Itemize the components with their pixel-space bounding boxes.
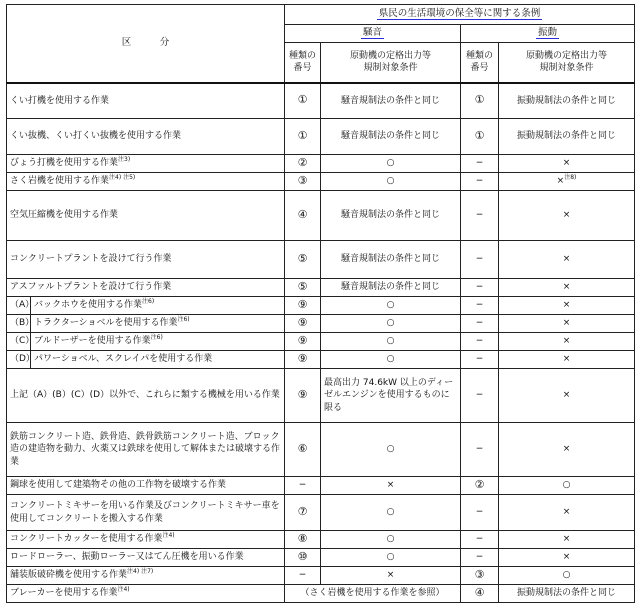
noise-type-no: − [285,477,321,495]
table-row [7,477,635,495]
table-row [7,531,635,549]
noise-type-no: ② [285,155,321,173]
vibration-type-no: − [461,531,499,549]
row-label: （B） [7,315,31,333]
table-row [7,279,635,297]
vibration-condition: 振動規制法の条件と同じ [499,585,635,603]
table-row [7,297,635,315]
noise-condition: × [321,567,461,585]
vibration-condition: × [499,155,635,173]
vibration-type-no: − [461,351,499,369]
noise-type-no: ① [285,83,321,119]
row-label: （D） [7,351,31,369]
vibration-type-no: ① [461,83,499,119]
vibration-type-no: − [461,279,499,297]
noise-type-no: ⑨ [285,369,321,423]
vibration-type-no: ④ [461,585,499,603]
work-cell: 上記（A）(B）(C）(D）以外で、これらに類する機械を用いる作業 [7,369,285,423]
vibration-type-no: − [461,173,499,191]
noise-type-no: − [285,567,321,585]
work-cell: びょう打機を使用する作業$^{注3)}$ [7,155,285,173]
table-row [7,315,635,333]
table-row [7,173,635,191]
table-row [7,119,635,155]
vibration-condition: × [499,351,635,369]
work-cell: トラクターショベルを使用する作業$^{注6)}$ [31,315,285,333]
category-header: 区 分 [7,5,285,83]
vibration-type-no: − [461,155,499,173]
work-cell: パワーショベル、スクレイパを使用する作業 [31,351,285,369]
vibration-condition: × [499,315,635,333]
regulation-table [6,4,635,603]
noise-condition: ○ [321,155,461,173]
noise-type-no: ⑥ [285,423,321,477]
noise-type-no: ① [285,119,321,155]
noise-type-no: ⑨ [285,315,321,333]
vibration-type-no: ③ [461,567,499,585]
table-row [7,83,635,119]
noise-condition: 騒音規制法の条件と同じ [321,83,461,119]
noise-type-no: ④ [285,191,321,241]
noise-type-no: ③ [285,173,321,191]
noise-condition: ○ [321,173,461,191]
noise-condition: 騒音規制法の条件と同じ [321,241,461,279]
row-label: （A） [7,297,31,315]
work-cell: コンクリートカッターを使用する作業$^{注4)}$ [7,531,285,549]
vibration-condition: 振動規制法の条件と同じ [499,119,635,155]
work-cell: ブルドーザーを使用する作業$^{注6)}$ [31,333,285,351]
vibration-type-no-header: 種類の 番号 [461,43,499,83]
table-row [7,585,635,603]
vibration-type-no: − [461,549,499,567]
noise-condition: 騒音規制法の条件と同じ [321,119,461,155]
noise-condition-header: 原動機の定格出力等 規制対象条件 [321,43,461,83]
noise-condition: ○ [321,495,461,531]
noise-type-no: ⑤ [285,279,321,297]
noise-condition: ○ [321,423,461,477]
work-cell: 鉄筋コンクリート造、鉄骨造、鉄骨鉄筋コンクリート造、ブロック造の建造物を動力、火薬又は鉄球を使用して解体または破壊する作業 [7,423,285,477]
noise-condition: ○ [321,315,461,333]
table-row [7,495,635,531]
noise-type-no: ⑨ [285,297,321,315]
vibration-condition: × [499,333,635,351]
vibration-condition: × [499,531,635,549]
table-row [7,369,635,423]
noise-condition: 騒音規制法の条件と同じ [321,191,461,241]
table-row [7,351,635,369]
noise-condition: ○ [321,531,461,549]
vibration-condition: × [499,549,635,567]
work-cell: さく岩機を使用する作業$^{注4) 注5)}$ [7,173,285,191]
noise-type-no: ⑩ [285,549,321,567]
table-row [7,423,635,477]
noise-condition: ○ [321,297,461,315]
noise-condition: ○ [321,351,461,369]
work-cell: ブレーカーを使用する作業$^{注4)}$ [7,585,285,603]
noise-type-no: ⑧ [285,531,321,549]
ordinance-title: 県民の生活環境の保全等に関する条例 [285,5,635,25]
vibration-condition: ○ [499,477,635,495]
vibration-condition: × [499,279,635,297]
work-cell: 鋼球を使用して建築物その他の工作物を破壊する作業 [7,477,285,495]
row-label: （C） [7,333,31,351]
table-row [7,567,635,585]
noise-type-no: ⑨ [285,333,321,351]
vibration-condition: × [499,297,635,315]
work-cell: アスファルトプラントを設けて行う作業 [7,279,285,297]
vibration-type-no: ② [461,477,499,495]
vibration-type-no: − [461,191,499,241]
work-cell: コンクリートプラントを設けて行う作業 [7,241,285,279]
work-cell: コンクリートミキサーを用いる作業及びコンクリートミキサー車を使用してコンクリートを搬入する作業 [7,495,285,531]
noise-type-no: ⑨ [285,351,321,369]
noise-condition: × [321,477,461,495]
vibration-condition: × [499,369,635,423]
work-cell: バックホウを使用する作業$^{注6)}$ [31,297,285,315]
table-row [7,333,635,351]
noise-condition: 最高出力 74.6kW 以上のディーゼルエンジンを使用するものに限る [321,369,461,423]
vibration-condition: × [499,423,635,477]
work-cell: くい抜機、くい打くい抜機を使用する作業 [7,119,285,155]
noise-condition: ○ [321,549,461,567]
vibration-type-no: − [461,495,499,531]
vibration-condition: × [499,241,635,279]
table-row [7,241,635,279]
work-cell: ロードローラー、振動ローラー又はてん圧機を用いる作業 [7,549,285,567]
noise-header: 騒音 [285,25,461,43]
work-cell: 舗装版破砕機を使用する作業$^{注4) 注7)}$ [7,567,285,585]
noise-type-no: ⑤ [285,241,321,279]
work-cell: くい打機を使用する作業 [7,83,285,119]
vibration-type-no: − [461,423,499,477]
table-row [7,155,635,173]
table-row [7,549,635,567]
noise-type-no: ⑦ [285,495,321,531]
vibration-condition-header: 原動機の定格出力等 規制対象条件 [499,43,635,83]
vibration-condition: ○ [499,567,635,585]
vibration-condition: × [499,495,635,531]
noise-condition: 騒音規制法の条件と同じ [321,279,461,297]
vibration-type-no: − [461,369,499,423]
vibration-type-no: − [461,241,499,279]
vibration-condition: 振動規制法の条件と同じ [499,83,635,119]
vibration-type-no: − [461,297,499,315]
table-row [7,191,635,241]
vibration-type-no: − [461,315,499,333]
vibration-type-no: ① [461,119,499,155]
vibration-condition: × [499,191,635,241]
vibration-condition: ×$^{注8)}$ [499,173,635,191]
noise-condition: ○ [321,333,461,351]
vibration-type-no: − [461,333,499,351]
noise-condition: （さく岩機を使用する作業を参照） [285,585,461,603]
vibration-header: 振動 [461,25,635,43]
noise-type-no-header: 種類の 番号 [285,43,321,83]
work-cell: 空気圧縮機を使用する作業 [7,191,285,241]
